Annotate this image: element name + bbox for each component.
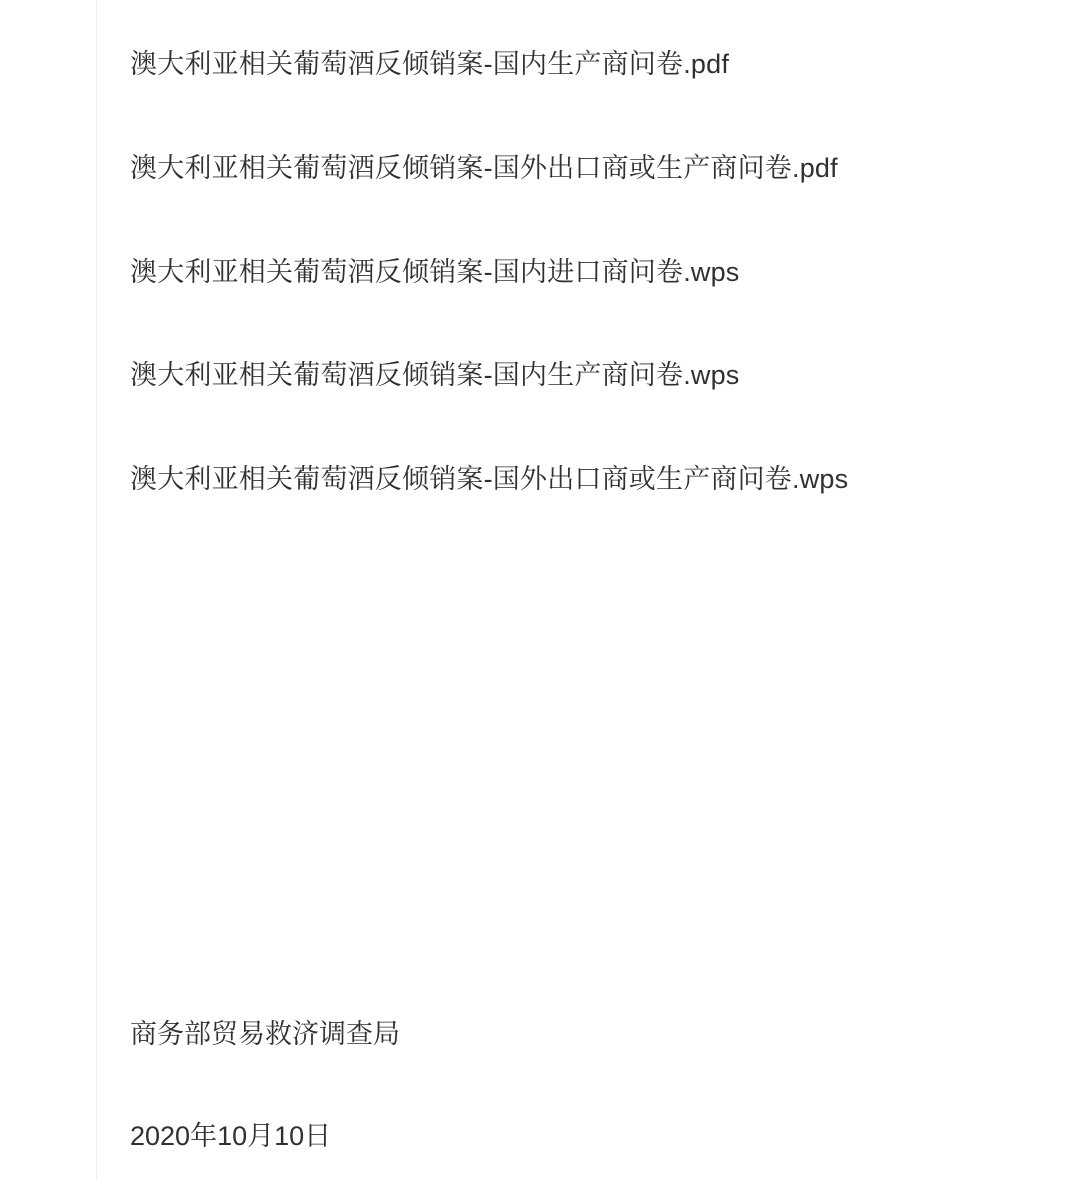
list-item[interactable]: 澳大利亚相关葡萄酒反倾销案-国内生产商问卷.pdf: [130, 49, 730, 79]
list-item[interactable]: 澳大利亚相关葡萄酒反倾销案-国外出口商或生产商问卷.pdf: [130, 152, 838, 183]
attachment-list: [130, 48, 1030, 497]
issuing-authority: 商务部贸易救济调查局: [130, 1019, 400, 1049]
attachment-section: [130, 0, 1030, 497]
list-item[interactable]: 澳大利亚相关葡萄酒反倾销案-国内生产商问卷.wps: [130, 360, 740, 391]
list-item[interactable]: 澳大利亚相关葡萄酒反倾销案-国外出口商或生产商问卷.wps: [130, 464, 849, 494]
signature-block: [130, 1018, 1030, 1154]
issue-date: 2020年10月10日: [130, 1120, 332, 1151]
left-margin-rule: [96, 0, 97, 1179]
list-item[interactable]: 澳大利亚相关葡萄酒反倾销案-国内进口商问卷.wps: [130, 256, 740, 287]
